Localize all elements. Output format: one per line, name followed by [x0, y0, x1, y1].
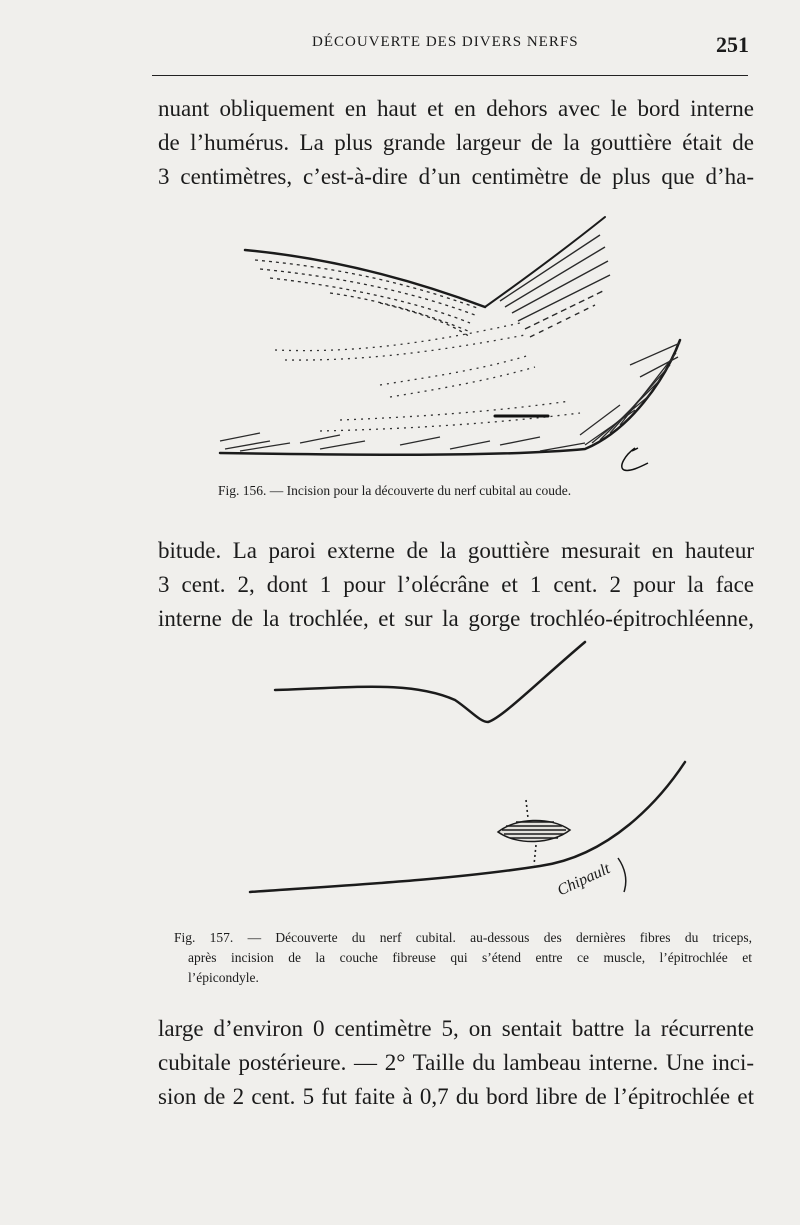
signature-flourish: [618, 858, 626, 892]
text-line: bitude. La paroi externe de la gouttière mesurait en hauteur: [158, 538, 754, 563]
nerve-exposure: [498, 820, 570, 841]
text-line: nuant obliquement en haut et en dehors avec le bord interne: [158, 96, 754, 121]
page-number: 251: [716, 32, 749, 57]
paragraph-bottom: [158, 1012, 754, 1114]
arm-outline: [220, 217, 680, 455]
text-line: 3 centimètres, c’est-à-dire d’un centimètre de plus que d’ha-: [158, 164, 754, 189]
text-line: interne de la trochlée, et sur la gorge trochléo-épitrochléenne,: [158, 606, 754, 631]
forearm-hatching: [500, 235, 610, 337]
caption-line: Fig. 157. — Découverte du nerf cubital. au-dessous des dernières fibres du triceps,: [174, 930, 752, 945]
text-line: cubitale postérieure. — 2° Taille du lambeau interne. Une inci-: [158, 1050, 754, 1075]
caption-line: après incision de la couche fibreuse qui s’étend entre ce muscle, l’épitrochlée et: [188, 950, 752, 965]
paragraph-top: [158, 92, 754, 194]
figure-156-caption: Fig. 156. — Incision pour la découverte du nerf cubital au coude.: [218, 483, 572, 498]
figure-157-caption: [174, 928, 752, 988]
figure-156-illustration: [200, 205, 700, 480]
paragraph-middle: [158, 534, 754, 636]
running-title: DÉCOUVERTE DES DIVERS NERFS: [312, 34, 579, 50]
header-rule: [152, 75, 748, 76]
artist-signature: Chipault: [554, 860, 613, 900]
text-line: sion de 2 cent. 5 fut faite à 0,7 du bord libre de l’épitrochlée et: [158, 1084, 754, 1109]
text-line: de l’humérus. La plus grande largeur de la gouttière était de: [158, 130, 754, 155]
text-line: 3 cent. 2, dont 1 pour l’olécrâne et 1 cent. 2 pour la face: [158, 572, 754, 597]
caption-line: l’épicondyle.: [188, 970, 259, 985]
artist-mark: [622, 448, 648, 470]
arm-outline: [250, 642, 685, 892]
text-line: large d’environ 0 centimètre 5, on sentait battre la récurrente: [158, 1016, 754, 1041]
figure-157-illustration: [240, 640, 710, 910]
